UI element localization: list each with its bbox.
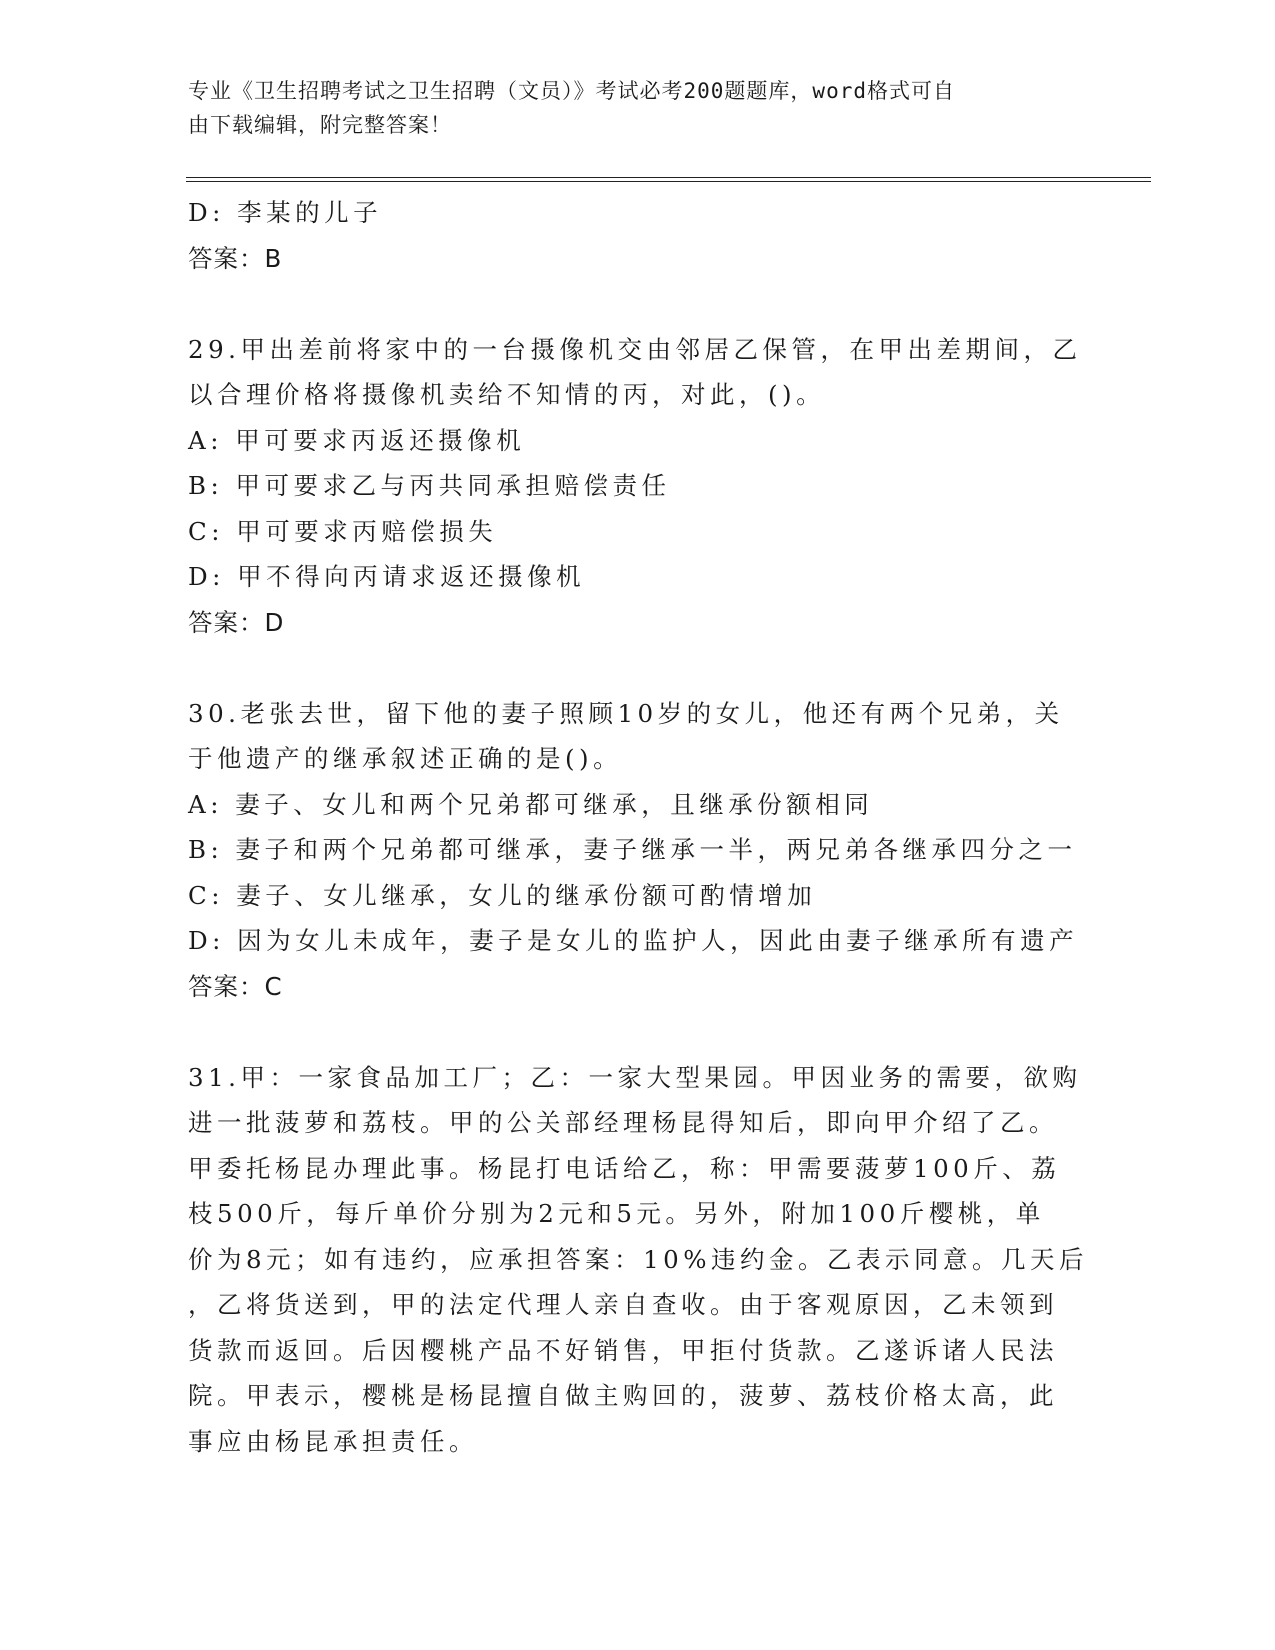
question-31-stem-line-8: 院。甲表示，樱桃是杨昆擅自做主购回的，菠萝、荔枝价格太高，此 (188, 1381, 1058, 1410)
question-31-stem-line-2: 进一批菠萝和荔枝。甲的公关部经理杨昆得知后，即向甲介绍了乙。 (188, 1108, 1058, 1137)
question-30-option-b: B: 妻子和两个兄弟都可继承，妻子继承一半，两兄弟各继承四分之一 (188, 835, 1077, 864)
question-29 (188, 327, 1088, 646)
spacer (188, 1009, 1088, 1055)
header-line-1: 专业《卫生招聘考试之卫生招聘（文员）》考试必考200题题库，word格式可自 (188, 79, 955, 103)
question-30-stem-line-1: 30.老张去世，留下他的妻子照顾10岁的女儿，他还有两个兄弟，关 (188, 698, 1064, 728)
question-30 (188, 691, 1088, 1010)
question-31-stem-line-1: 31.甲：一家食品加工厂；乙：一家大型果园。甲因业务的需要，欲购 (188, 1062, 1082, 1092)
question-31-stem-line-5: 价为8元；如有违约，应承担答案：10%违约金。乙表示同意。几天后 (188, 1244, 1089, 1274)
question-31-stem-line-6: ，乙将货送到，甲的法定代理人亲自查收。由于客观原因，乙未领到 (188, 1290, 1058, 1319)
question-31-stem-line-7: 货款而返回。后因樱桃产品不好销售，甲拒付货款。乙遂诉诸人民法 (188, 1335, 1058, 1365)
question-29-stem-line-2: 以合理价格将摄像机卖给不知情的丙，对此，()。 (188, 380, 826, 409)
header-divider-top (186, 177, 1151, 178)
document-body (188, 190, 1088, 1464)
question-30-option-a: A: 妻子、女儿和两个兄弟都可继承，且继承份额相同 (188, 789, 874, 819)
header-divider-bottom (186, 181, 1151, 182)
spacer (188, 645, 1088, 691)
question-30-option-d: D: 因为女儿未成年，妻子是女儿的监护人，因此由妻子继承所有遗产 (188, 926, 1079, 955)
question-31 (188, 1055, 1088, 1465)
page-header (188, 74, 1068, 142)
question-31-stem-line-9: 事应由杨昆承担责任。 (188, 1426, 478, 1456)
question-30-answer: 答案：C (188, 971, 283, 1001)
question-31-stem-line-4: 枝500斤，每斤单价分别为2元和5元。另外，附加100斤樱桃，单 (188, 1199, 1045, 1228)
question-30-option-c: C: 妻子、女儿继承，女儿的继承份额可酌情增加 (188, 880, 817, 910)
prev-question-answer: 答案：B (188, 243, 283, 273)
question-29-answer: 答案：D (188, 607, 285, 637)
prev-question-option-d: D: 李某的儿子 (188, 198, 383, 227)
question-29-stem-line-1: 29.甲出差前将家中的一台摄像机交由邻居乙保管，在甲出差期间，乙 (188, 334, 1082, 364)
question-29-option-b: B: 甲可要求乙与丙共同承担赔偿责任 (188, 471, 671, 500)
question-30-stem-line-2: 于他遗产的继承叙述正确的是()。 (188, 744, 623, 773)
question-29-option-a: A: 甲可要求丙返还摄像机 (188, 425, 526, 455)
question-29-option-c: C: 甲可要求丙赔偿损失 (188, 516, 498, 546)
header-line-2: 由下载编辑，附完整答案！ (188, 113, 452, 137)
question-31-stem-line-3: 甲委托杨昆办理此事。杨昆打电话给乙，称：甲需要菠萝100斤、荔 (188, 1153, 1061, 1183)
spacer (188, 281, 1088, 327)
question-29-option-d: D: 甲不得向丙请求返还摄像机 (188, 562, 586, 591)
